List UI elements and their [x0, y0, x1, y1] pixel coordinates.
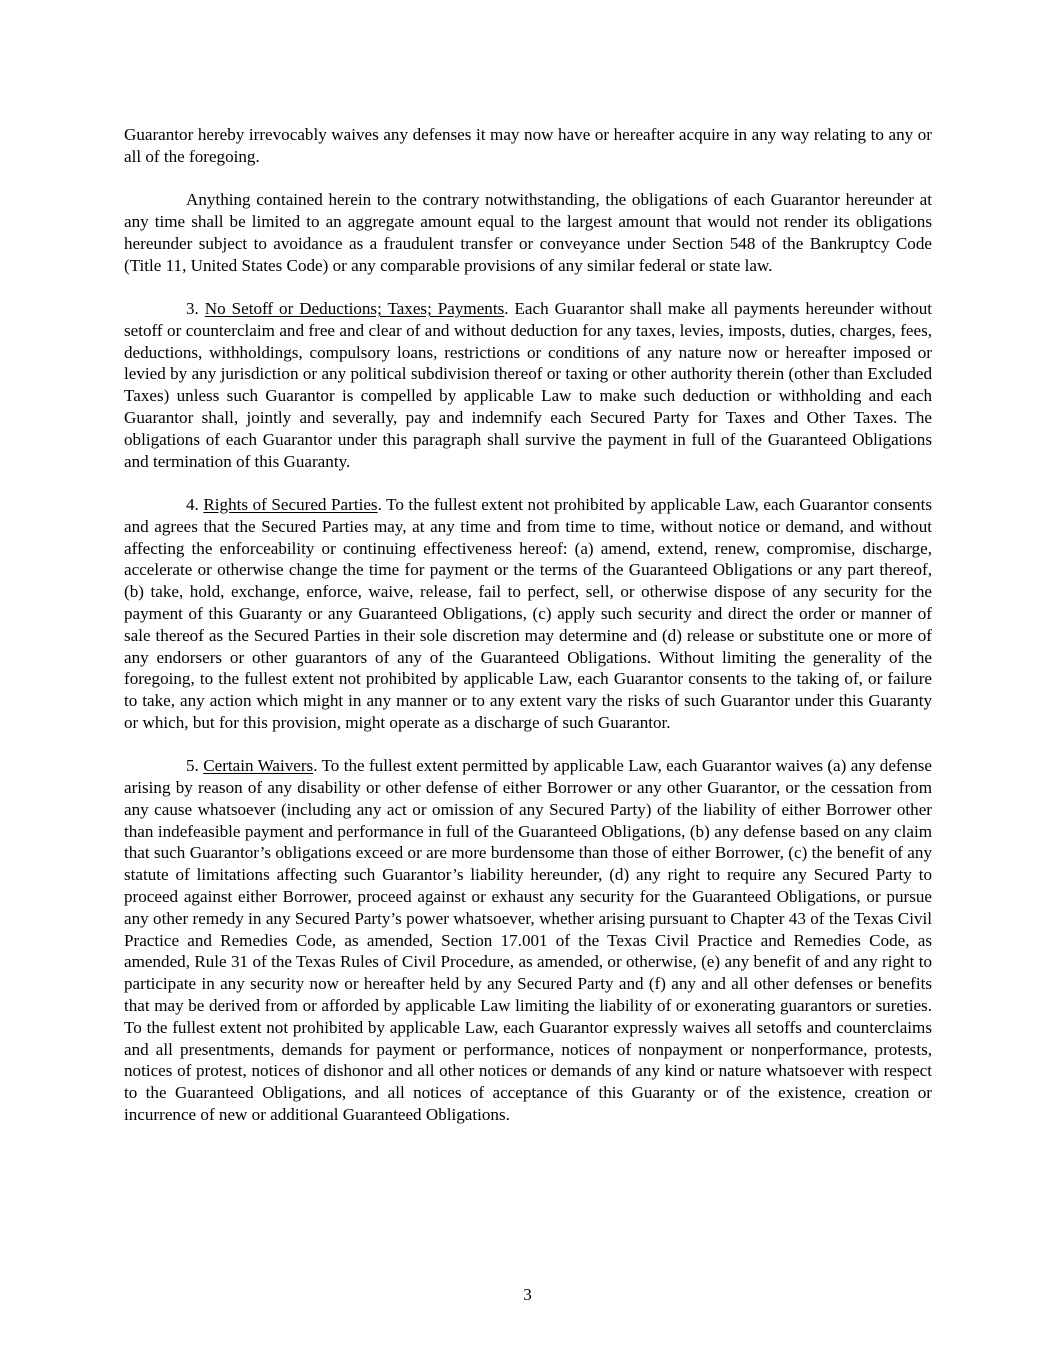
- paragraph-limitation-of-obligations: [124, 189, 932, 276]
- section-number: 4.: [186, 494, 199, 514]
- section-number: 5.: [186, 756, 199, 776]
- paragraph-text: Guarantor hereby irrevocably waives any defenses it may now have or hereafter acquire in any way relating to any or all of the foregoing.: [124, 125, 932, 166]
- section-body: . To the fullest extent permitted by applicable Law, each Guarantor waives (a) any defense arising by reason of any disability or other defense of either Borrower or any other Guarantor, or the cessation from any cause whatsoever (including any act or omission of any Secured Party) of the liability of either Borrower other than indefeasible payment and performance in full of the Guaranteed Obligations, (b) any defense based on any claim that such Guarantor’s obligations exceed or are more burdensome than those of either Borrower, (c) the benefit of any statute of limitations affecting such Guarantor’s liability hereunder, (d) any right to require any Secured Party to proceed against either Borrower, proceed against or exhaust any security for the Guaranteed Obligations, or pursue any other remedy in any Secured Party’s power whatsoever, whether arising pursuant to Chapter 43 of the Texas Civil Practice and Remedies Code, as amended, Section 17.001 of the Texas Civil Practice and Remedies Code, as amended, Rule 31 of the Texas Rules of Civil Procedure, as amended, or otherwise, (e) any benefit of and any right to participate in any security now or hereafter held by any Secured Party and (f) any and all other defenses or benefits that may be derived from or afforded by applicable Law limiting the liability of or exonerating guarantors or sureties. To the fullest extent not prohibited by applicable Law, each Guarantor expressly waives all setoffs and counterclaims and all presentments, demands for payment or performance, notices of nonpayment or nonperformance, protests, notices of protest, notices of dishonor and all other notices or demands of any kind or nature whatsoever with respect to the Guaranteed Obligations, and all notices of acceptance of this Guaranty or of the existence, creation or incurrence of new or additional Guaranteed Obligations.: [124, 756, 932, 1125]
- section-heading: Rights of Secured Parties: [203, 494, 378, 514]
- section-heading: No Setoff or Deductions; Taxes; Payments: [204, 298, 505, 318]
- document-page: [124, 124, 932, 1147]
- section-heading: Certain Waivers: [203, 756, 314, 776]
- paragraph-waiver-of-defenses: [124, 124, 932, 168]
- section-body: . To the fullest extent not prohibited by applicable Law, each Guarantor consents and agrees that the Secured Parties may, at any time and from time to time, without notice or demand, and without affecting the enforceability or continuing effectiveness hereof: (a) amend, extend, renew, compromise, discharge, accelerate or otherwise change the time for payment or the terms of the Guaranteed Obligations or any part thereof, (b) take, hold, exchange, enforce, waive, release, fail to perfect, sell, or otherwise dispose of any security for the payment of this Guaranty or any Guaranteed Obligations, (c) apply such security and direct the order or manner of sale thereof as the Secured Parties in their sole discretion may determine and (d) release or substitute one or more of any endorsers or other guarantors of any of the Guaranteed Obligations. Without limiting the generality of the foregoing, to the fullest extent not prohibited by applicable Law, each Guarantor consents to the taking of, or failure to take, any action which might in any manner or to any extent vary the risks of such Guarantor under this Guaranty or which, but for this provision, might operate as a discharge of such Guarantor.: [124, 494, 932, 732]
- section-3-no-setoff: [124, 298, 932, 472]
- section-number: 3.: [186, 298, 199, 318]
- section-5-certain-waivers: [124, 755, 932, 1126]
- paragraph-text: Anything contained herein to the contrary notwithstanding, the obligations of each Guarantor hereunder at any time shall be limited to an aggregate amount equal to the largest amount that would not render its obligations hereunder subject to avoidance as a fraudulent transfer or conveyance under Section 548 of the Bankruptcy Code (Title 11, United States Code) or any comparable provisions of any similar federal or state law.: [124, 190, 932, 275]
- section-body: . Each Guarantor shall make all payments hereunder without setoff or counterclaim and free and clear of and without deduction for any taxes, levies, imposts, duties, charges, fees, deductions, withholdings, compulsory loans, restrictions or conditions of any nature now or hereafter imposed or levied by any jurisdiction or any political subdivision thereof or taxing or other authority therein (other than Excluded Taxes) unless such Guarantor is compelled by applicable Law to make such deduction or withholding and each Guarantor shall, jointly and severally, pay and indemnify each Secured Party for Taxes and Other Taxes. The obligations of each Guarantor under this paragraph shall survive the payment in full of the Guaranteed Obligations and termination of this Guaranty.: [124, 298, 932, 471]
- section-4-rights-of-secured-parties: [124, 494, 932, 734]
- page-number: 3: [523, 1285, 532, 1304]
